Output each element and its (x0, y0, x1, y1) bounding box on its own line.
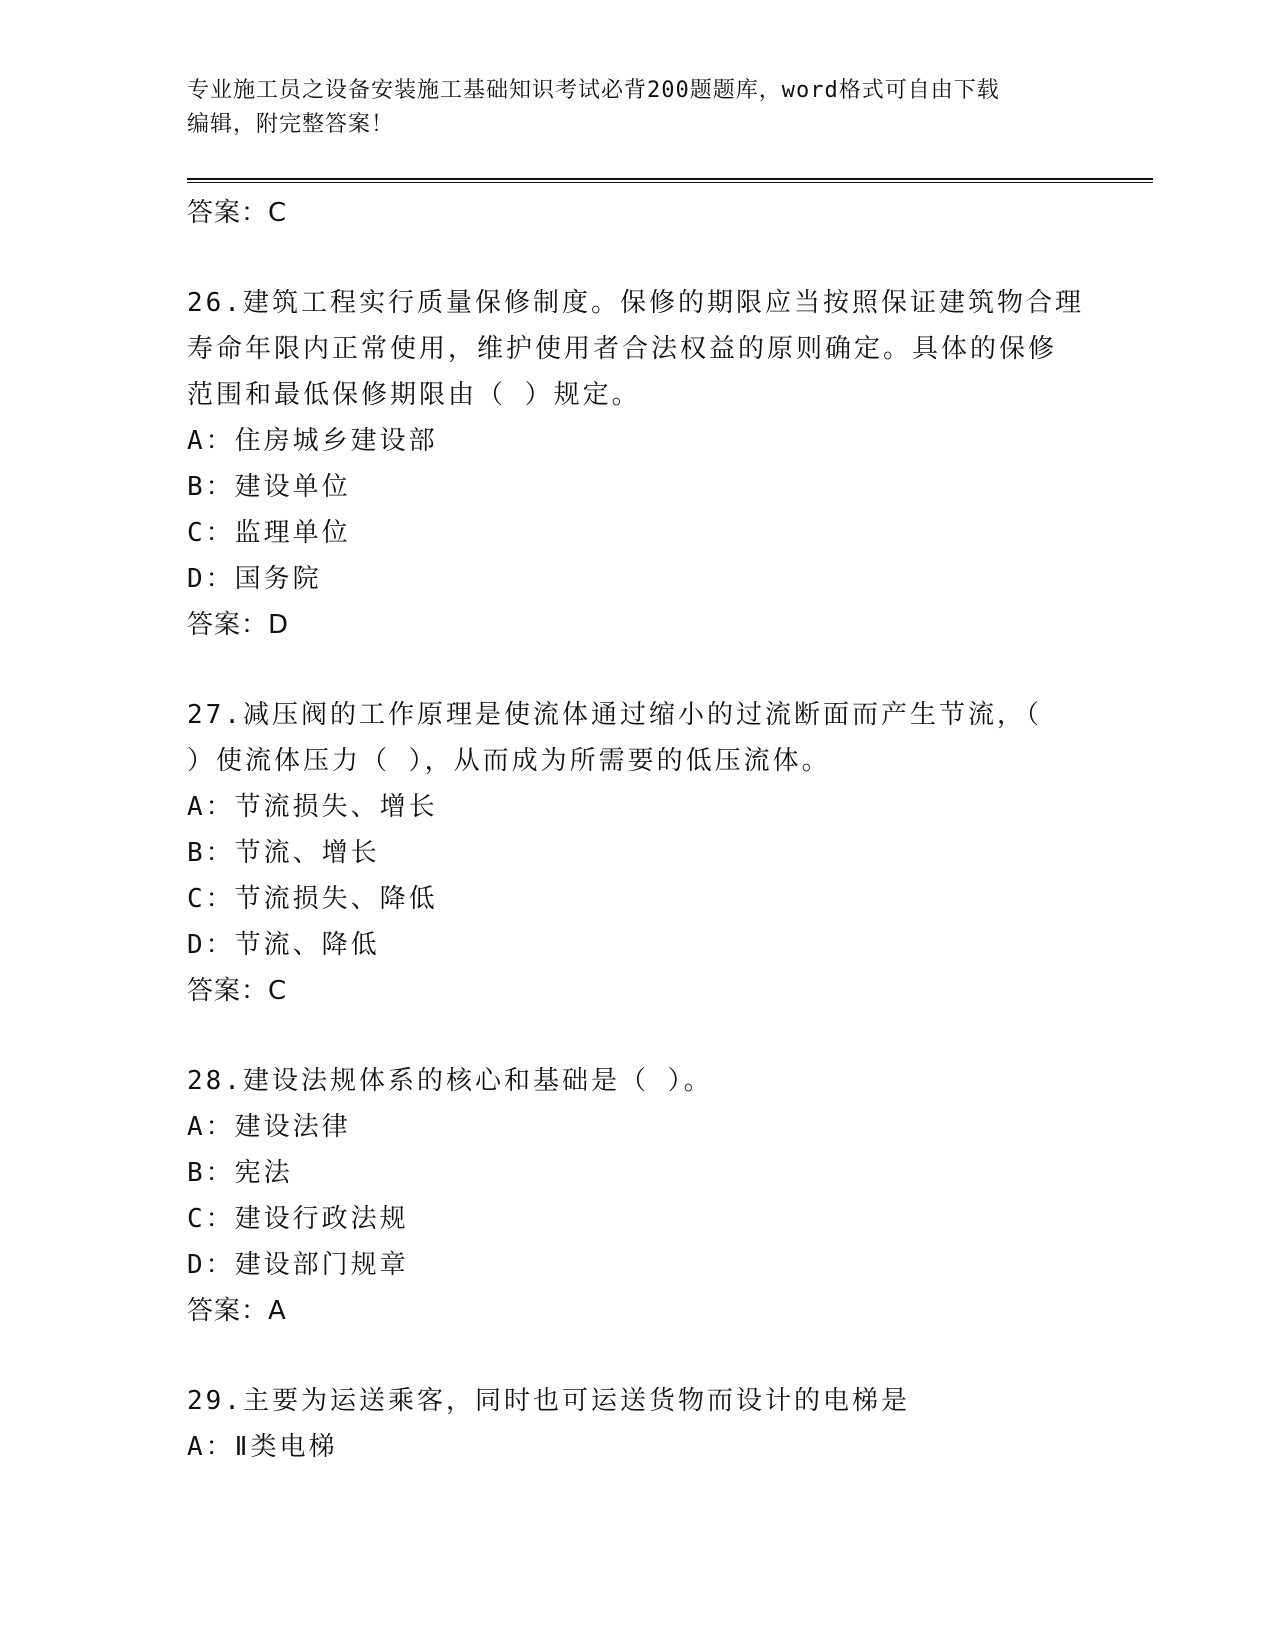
question-stem-line: 寿命年限内正常使用，维护使用者合法权益的原则确定。具体的保修 (187, 334, 1058, 364)
question-28 (187, 1058, 1087, 1334)
question-stem-line: 28.建设法规体系的核心和基础是（ ）。 (187, 1066, 713, 1096)
option-c: C：监理单位 (187, 518, 351, 548)
answer-line: 答案：D (187, 610, 290, 640)
answer-line: 答案：A (187, 1296, 287, 1326)
answer-line: 答案：C (187, 976, 288, 1006)
question-29 (187, 1378, 1087, 1470)
option-b: B：建设单位 (187, 472, 351, 502)
option-b: B：宪法 (187, 1158, 293, 1188)
document-body (187, 190, 1087, 1470)
option-a: A：Ⅱ类电梯 (187, 1432, 338, 1462)
option-d: D：国务院 (187, 564, 322, 594)
option-b: B：节流、增长 (187, 838, 380, 868)
question-stem-line: 27.减压阀的工作原理是使流体通过缩小的过流断面而产生节流，（ (187, 700, 1042, 730)
option-c: C：节流损失、降低 (187, 884, 438, 914)
option-a: A：住房城乡建设部 (187, 426, 438, 456)
answer-line: 答案：C (187, 198, 288, 228)
option-a: A：建设法律 (187, 1112, 351, 1142)
question-27 (187, 692, 1087, 1014)
question-stem-line: 26.建筑工程实行质量保修制度。保修的期限应当按照保证建筑物合理 (187, 288, 1084, 318)
option-d: D：节流、降低 (187, 930, 380, 960)
option-c: C：建设行政法规 (187, 1204, 409, 1234)
option-d: D：建设部门规章 (187, 1250, 409, 1280)
header-divider (187, 178, 1153, 183)
question-stem-line: ）使流体压力（ ），从而成为所需要的低压流体。 (187, 746, 831, 776)
option-a: A：节流损失、增长 (187, 792, 438, 822)
question-stem-line: 范围和最低保修期限由（ ）规定。 (187, 380, 641, 410)
header-line-1: 专业施工员之设备安装施工基础知识考试必背200题题库，word格式可自由下载 (187, 78, 1000, 103)
question-26 (187, 280, 1087, 648)
question-stem-line: 29.主要为运送乘客，同时也可运送货物而设计的电梯是 (187, 1386, 910, 1416)
header-line-2: 编辑，附完整答案！ (187, 112, 395, 137)
page-header (187, 74, 1087, 142)
